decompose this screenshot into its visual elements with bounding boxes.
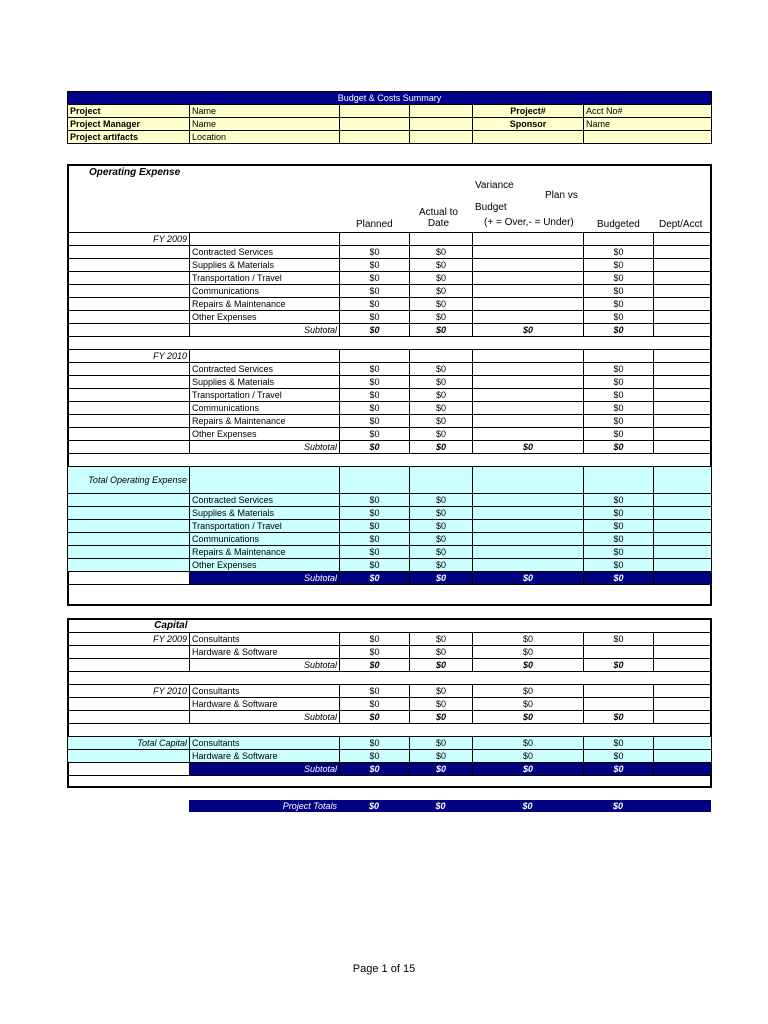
dept-acct-value[interactable]: [654, 246, 712, 259]
variance-value[interactable]: [473, 428, 584, 441]
dept-acct-value[interactable]: [654, 428, 712, 441]
spacer-row: [68, 337, 712, 350]
dept-acct-value[interactable]: [654, 259, 712, 272]
variance-value[interactable]: $0: [473, 737, 584, 750]
expense-row: [68, 363, 712, 376]
planned-value[interactable]: $0: [340, 533, 410, 546]
artifacts-label: Project artifacts: [68, 131, 190, 144]
variance-value[interactable]: $0: [473, 633, 584, 646]
variance-header: Variance: [475, 180, 514, 191]
summary-table: [67, 91, 712, 144]
subtotal-row: [68, 659, 712, 672]
expense-item-label: Other Expenses: [190, 428, 340, 441]
variance-value[interactable]: [473, 494, 584, 507]
summary-title: Budget & Costs Summary: [68, 92, 712, 105]
budgeted-value[interactable]: $0: [584, 311, 654, 324]
actual-value[interactable]: $0: [410, 246, 473, 259]
plan-vs-header: Plan vs: [545, 190, 578, 201]
capital-title-row: [68, 620, 712, 633]
budgeted-value[interactable]: $0: [584, 298, 654, 311]
budgeted-value[interactable]: $0: [584, 246, 654, 259]
actual-value[interactable]: $0: [410, 737, 473, 750]
dept-acct-value[interactable]: [654, 402, 712, 415]
actual-value[interactable]: $0: [410, 750, 473, 763]
expense-item-label: Communications: [190, 402, 340, 415]
dept-acct-header: Dept/Acct: [659, 219, 703, 230]
actual-value[interactable]: $0: [410, 272, 473, 285]
expense-item-label: Transportation / Travel: [190, 520, 340, 533]
operating-table: [67, 232, 712, 585]
expense-item-label: Transportation / Travel: [190, 389, 340, 402]
dept-acct-value[interactable]: [654, 737, 712, 750]
budgeted-value[interactable]: $0: [584, 363, 654, 376]
sponsor-field[interactable]: Name: [584, 118, 712, 131]
subtotal-budgeted: $0: [584, 763, 654, 776]
budgeted-value[interactable]: $0: [584, 520, 654, 533]
dept-acct-value[interactable]: [654, 546, 712, 559]
expense-row: [68, 494, 712, 507]
variance-value[interactable]: [473, 285, 584, 298]
budgeted-value[interactable]: $0: [584, 402, 654, 415]
fy-label: FY 2009: [68, 233, 190, 246]
hardware-label: Hardware & Software: [190, 646, 340, 659]
budgeted-value[interactable]: $0: [584, 415, 654, 428]
subtotal-budgeted: $0: [584, 572, 654, 585]
page-number: Page 1 of 15: [352, 963, 416, 975]
expense-item-label: Other Expenses: [190, 559, 340, 572]
subtotal-row: [68, 324, 712, 337]
actual-value[interactable]: $0: [410, 389, 473, 402]
expense-row: [68, 546, 712, 559]
expense-row: [68, 246, 712, 259]
variance-value[interactable]: $0: [473, 646, 584, 659]
dept-acct-value[interactable]: [654, 389, 712, 402]
expense-row: [68, 298, 712, 311]
expense-row: [68, 311, 712, 324]
dept-acct-value[interactable]: [654, 415, 712, 428]
subtotal-budgeted: $0: [584, 324, 654, 337]
fy-label: FY 2010: [68, 350, 190, 363]
project-totals-planned: $0: [339, 800, 409, 812]
expense-row: [68, 415, 712, 428]
planned-value[interactable]: $0: [340, 750, 410, 763]
expense-row: [68, 402, 712, 415]
expense-row: [68, 559, 712, 572]
variance-value[interactable]: [473, 507, 584, 520]
expense-item-label: Repairs & Maintenance: [190, 546, 340, 559]
subtotal-label: Subtotal: [190, 572, 340, 585]
subtotal-actual: $0: [410, 441, 473, 454]
project-label: Project: [68, 105, 190, 118]
variance-value[interactable]: [473, 376, 584, 389]
planned-value[interactable]: $0: [340, 646, 410, 659]
subtotal-planned: $0: [340, 572, 410, 585]
planned-value[interactable]: $0: [340, 737, 410, 750]
variance-value[interactable]: [473, 546, 584, 559]
actual-value[interactable]: $0: [410, 402, 473, 415]
fy-label: Total Operating Expense: [68, 467, 190, 494]
subtotal-actual: $0: [410, 659, 473, 672]
subtotal-planned: $0: [340, 763, 410, 776]
capital-row: [68, 750, 712, 763]
subtotal-label: Subtotal: [190, 324, 340, 337]
budgeted-value[interactable]: $0: [584, 428, 654, 441]
budgeted-value[interactable]: $0: [584, 259, 654, 272]
subtotal-row: [68, 711, 712, 724]
hardware-label: Hardware & Software: [190, 698, 340, 711]
expense-row: [68, 259, 712, 272]
project-totals-budgeted: $0: [583, 800, 653, 812]
expense-item-label: Contracted Services: [190, 494, 340, 507]
manager-field[interactable]: Name: [190, 118, 340, 131]
spacer-row: [68, 672, 712, 685]
subtotal-label: Subtotal: [190, 711, 340, 724]
planned-value[interactable]: $0: [340, 285, 410, 298]
actual-value[interactable]: $0: [410, 363, 473, 376]
planned-value[interactable]: $0: [340, 389, 410, 402]
subtotal-label: Subtotal: [190, 763, 340, 776]
project-number-label: Project#: [473, 105, 584, 118]
subtotal-variance: $0: [473, 324, 584, 337]
variance-value[interactable]: [473, 520, 584, 533]
actual-value[interactable]: $0: [410, 559, 473, 572]
dept-acct-value[interactable]: [654, 633, 712, 646]
project-totals-variance: $0: [472, 800, 583, 812]
dept-acct-value[interactable]: [654, 363, 712, 376]
planned-header: Planned: [356, 219, 393, 230]
variance-value[interactable]: [473, 298, 584, 311]
subtotal-row: [68, 441, 712, 454]
expense-row: [68, 389, 712, 402]
variance-value[interactable]: [473, 415, 584, 428]
subtotal-actual: $0: [410, 324, 473, 337]
variance-value[interactable]: [473, 246, 584, 259]
variance-value[interactable]: [473, 559, 584, 572]
fy-header-row: [68, 233, 712, 246]
fy-header-row: [68, 467, 712, 494]
budgeted-value[interactable]: [584, 698, 654, 711]
planned-value[interactable]: $0: [340, 698, 410, 711]
expense-row: [68, 507, 712, 520]
subtotal-variance: $0: [473, 711, 584, 724]
budgeted-value[interactable]: $0: [584, 633, 654, 646]
expense-item-label: Other Expenses: [190, 311, 340, 324]
variance-value[interactable]: [473, 389, 584, 402]
artifacts-field[interactable]: Location: [190, 131, 340, 144]
subtotal-variance: $0: [473, 441, 584, 454]
subtotal-variance: $0: [473, 659, 584, 672]
planned-value[interactable]: $0: [340, 428, 410, 441]
subtotal-row: [68, 763, 712, 776]
budgeted-value[interactable]: $0: [584, 272, 654, 285]
actual-value[interactable]: $0: [410, 646, 473, 659]
consultants-label: Consultants: [190, 737, 340, 750]
actual-value[interactable]: $0: [410, 533, 473, 546]
expense-row: [68, 376, 712, 389]
subtotal-variance: $0: [473, 763, 584, 776]
budgeted-value[interactable]: $0: [584, 376, 654, 389]
dept-acct-value[interactable]: [654, 272, 712, 285]
budgeted-value[interactable]: $0: [584, 507, 654, 520]
subtotal-label: Subtotal: [190, 441, 340, 454]
expense-row: [68, 272, 712, 285]
budgeted-value[interactable]: $0: [584, 389, 654, 402]
dept-acct-value[interactable]: [654, 698, 712, 711]
actual-value[interactable]: $0: [410, 298, 473, 311]
subtotal-budgeted: $0: [584, 441, 654, 454]
planned-value[interactable]: $0: [340, 311, 410, 324]
planned-value[interactable]: $0: [340, 520, 410, 533]
dept-acct-value[interactable]: [654, 494, 712, 507]
capital-title: Capital: [154, 620, 188, 631]
planned-value[interactable]: $0: [340, 246, 410, 259]
project-name-field[interactable]: Name: [190, 105, 340, 118]
budgeted-value[interactable]: $0: [584, 285, 654, 298]
expense-item-label: Contracted Services: [190, 363, 340, 376]
planned-value[interactable]: $0: [340, 685, 410, 698]
expense-row: [68, 285, 712, 298]
expense-item-label: Repairs & Maintenance: [190, 415, 340, 428]
dept-acct-value[interactable]: [654, 520, 712, 533]
planned-value[interactable]: $0: [340, 298, 410, 311]
subtotal-budgeted: $0: [584, 711, 654, 724]
planned-value[interactable]: $0: [340, 376, 410, 389]
dept-acct-value[interactable]: [654, 376, 712, 389]
expense-item-label: Supplies & Materials: [190, 259, 340, 272]
capital-row: [68, 737, 712, 750]
planned-value[interactable]: $0: [340, 507, 410, 520]
capital-row: [68, 633, 712, 646]
subtotal-variance: $0: [473, 572, 584, 585]
actual-value[interactable]: $0: [410, 507, 473, 520]
spacer-row: [68, 454, 712, 467]
capital-table: [67, 620, 712, 776]
capital-row: [68, 698, 712, 711]
actual-value[interactable]: $0: [410, 259, 473, 272]
planned-value[interactable]: $0: [340, 402, 410, 415]
dept-acct-value[interactable]: [654, 559, 712, 572]
actual-value[interactable]: $0: [410, 376, 473, 389]
fy-header-row: [68, 350, 712, 363]
planned-value[interactable]: $0: [340, 272, 410, 285]
fy-label: FY 2010: [68, 685, 190, 698]
planned-value[interactable]: $0: [340, 259, 410, 272]
subtotal-row: [68, 572, 712, 585]
planned-value[interactable]: $0: [340, 363, 410, 376]
budgeted-value[interactable]: $0: [584, 533, 654, 546]
manager-label: Project Manager: [68, 118, 190, 131]
variance-value[interactable]: [473, 259, 584, 272]
planned-value[interactable]: $0: [340, 633, 410, 646]
dept-acct-value[interactable]: [654, 646, 712, 659]
actual-value[interactable]: $0: [410, 428, 473, 441]
planned-value[interactable]: $0: [340, 546, 410, 559]
expense-item-label: Contracted Services: [190, 246, 340, 259]
capital-row: [68, 685, 712, 698]
planned-value[interactable]: $0: [340, 559, 410, 572]
subtotal-actual: $0: [410, 711, 473, 724]
variance-value[interactable]: [473, 402, 584, 415]
project-totals-label: Project Totals: [189, 800, 339, 812]
planned-value[interactable]: $0: [340, 415, 410, 428]
budgeted-value[interactable]: [584, 685, 654, 698]
project-totals-actual: $0: [409, 800, 472, 812]
actual-header: Actual to Date: [419, 207, 458, 229]
expense-item-label: Communications: [190, 533, 340, 546]
budgeted-value[interactable]: $0: [584, 750, 654, 763]
variance-value[interactable]: $0: [473, 685, 584, 698]
subtotal-actual: $0: [410, 763, 473, 776]
dept-acct-value[interactable]: [654, 285, 712, 298]
dept-acct-value[interactable]: [654, 750, 712, 763]
subtotal-planned: $0: [340, 711, 410, 724]
budgeted-value[interactable]: $0: [584, 559, 654, 572]
subtotal-budgeted: $0: [584, 659, 654, 672]
fy-label: Total Capital: [68, 737, 190, 750]
expense-row: [68, 533, 712, 546]
actual-value[interactable]: $0: [410, 494, 473, 507]
dept-acct-value[interactable]: [654, 298, 712, 311]
sponsor-label: Sponsor: [473, 118, 584, 131]
actual-value[interactable]: $0: [410, 698, 473, 711]
budgeted-value[interactable]: [584, 646, 654, 659]
budgeted-value[interactable]: $0: [584, 494, 654, 507]
budget-header: Budget: [475, 202, 507, 213]
expense-item-label: Repairs & Maintenance: [190, 298, 340, 311]
actual-value[interactable]: $0: [410, 685, 473, 698]
capital-row: [68, 646, 712, 659]
dept-acct-value[interactable]: [654, 507, 712, 520]
over-under-header: (+ = Over,- = Under): [484, 217, 574, 228]
budgeted-header: Budgeted: [597, 219, 640, 230]
planned-value[interactable]: $0: [340, 494, 410, 507]
variance-value[interactable]: [473, 363, 584, 376]
budgeted-value[interactable]: $0: [584, 546, 654, 559]
variance-value[interactable]: $0: [473, 750, 584, 763]
subtotal-planned: $0: [340, 441, 410, 454]
expense-item-label: Supplies & Materials: [190, 376, 340, 389]
expense-item-label: Communications: [190, 285, 340, 298]
consultants-label: Consultants: [190, 633, 340, 646]
hardware-label: Hardware & Software: [190, 750, 340, 763]
expense-row: [68, 520, 712, 533]
actual-value[interactable]: $0: [410, 311, 473, 324]
variance-value[interactable]: [473, 272, 584, 285]
subtotal-planned: $0: [340, 659, 410, 672]
variance-value[interactable]: [473, 311, 584, 324]
operating-title: Operating Expense: [89, 167, 181, 178]
variance-value[interactable]: $0: [473, 698, 584, 711]
budgeted-value[interactable]: $0: [584, 737, 654, 750]
dept-acct-value[interactable]: [654, 533, 712, 546]
variance-value[interactable]: [473, 533, 584, 546]
actual-value[interactable]: $0: [410, 415, 473, 428]
consultants-label: Consultants: [190, 685, 340, 698]
subtotal-label: Subtotal: [190, 659, 340, 672]
actual-value[interactable]: $0: [410, 633, 473, 646]
actual-value[interactable]: $0: [410, 520, 473, 533]
actual-value[interactable]: $0: [410, 285, 473, 298]
fy-label: FY 2009: [68, 633, 190, 646]
actual-value[interactable]: $0: [410, 546, 473, 559]
subtotal-actual: $0: [410, 572, 473, 585]
dept-acct-value[interactable]: [654, 685, 712, 698]
subtotal-planned: $0: [340, 324, 410, 337]
dept-acct-value[interactable]: [654, 311, 712, 324]
expense-row: [68, 428, 712, 441]
expense-item-label: Supplies & Materials: [190, 507, 340, 520]
project-totals-table: [189, 800, 711, 812]
project-number-field[interactable]: Acct No#: [584, 105, 712, 118]
expense-item-label: Transportation / Travel: [190, 272, 340, 285]
spacer-row: [68, 724, 712, 737]
